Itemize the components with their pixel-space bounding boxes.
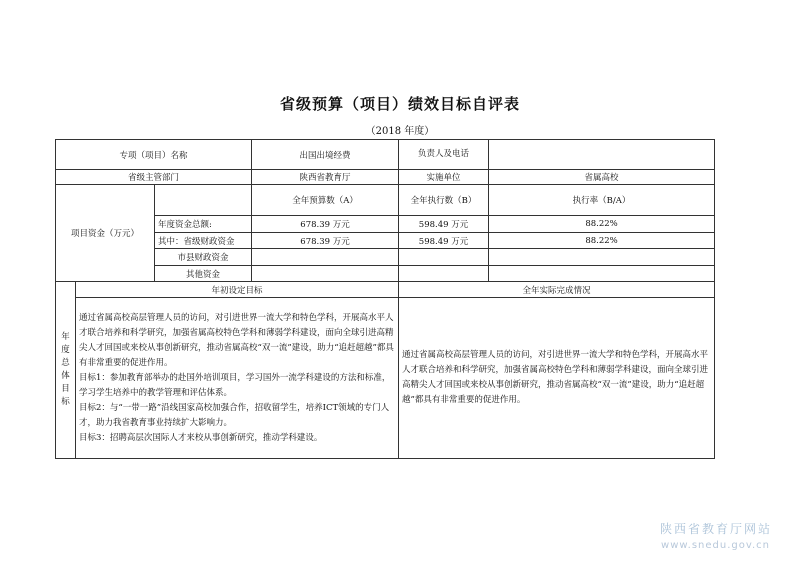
watermark-site-name: 陕西省教育厅网站 xyxy=(659,522,772,536)
other-exec xyxy=(399,266,489,282)
goal-actual-header: 全年实际完成情况 xyxy=(399,282,715,298)
goal-side-label: 年度总体目标 xyxy=(56,282,76,459)
impl-unit-value: 省属高校 xyxy=(489,170,715,185)
funds-label: 项目资金（万元） xyxy=(56,185,155,282)
other-budget xyxy=(252,266,399,282)
row-county-label: 市县财政资金 xyxy=(155,249,252,266)
prov-rate: 88.22% xyxy=(489,233,715,249)
total-exec: 598.49 万元 xyxy=(399,216,489,233)
goal-2: 目标2：与“一带一路”沿线国家高校加强合作，招收留学生，培养ICT领域的专门人才，助力我省教育事业持续扩大影响力。 xyxy=(79,402,390,428)
dept-value: 陕西省教育厅 xyxy=(252,170,399,185)
report-year: （2018 年度） xyxy=(365,126,435,137)
evaluation-table xyxy=(55,139,715,459)
total-budget: 678.39 万元 xyxy=(252,216,399,233)
col-exec-header: 全年执行数（B） xyxy=(399,185,489,216)
prov-budget: 678.39 万元 xyxy=(252,233,399,249)
county-rate xyxy=(489,249,715,266)
impl-unit-label: 实施单位 xyxy=(399,170,489,185)
prov-exec: 598.49 万元 xyxy=(399,233,489,249)
project-name-label: 专项（项目）名称 xyxy=(56,140,252,170)
goal-initial-header: 年初设定目标 xyxy=(76,282,399,298)
row-other-label: 其他资金 xyxy=(155,266,252,282)
header-blank xyxy=(155,185,252,216)
county-exec xyxy=(399,249,489,266)
county-budget xyxy=(252,249,399,266)
col-rate-header: 执行率（B/A） xyxy=(489,185,715,216)
col-budget-header: 全年预算数（A） xyxy=(252,185,399,216)
row-total-label: 年度资金总额: xyxy=(155,216,252,233)
goal-1: 目标1：参加教育部举办的赴国外培训项目，学习国外一流学科建设的方法和标准，学习学生培养中的教学管理和评估体系。 xyxy=(79,372,391,398)
watermark-url: www.snedu.gov.cn xyxy=(661,540,770,551)
dept-label: 省级主管部门 xyxy=(56,170,252,185)
goal-actual-content: 通过省属高校高层管理人员的访问，对引进世界一流大学和特色学科，开展高水平人才联合培养和科学研究，加强省属高校特色学科和薄弱学科建设，面向全球引进高精尖人才回国或来校从事创新研究，推动省属高校“双一流”建设，助力“追赶超越”都具有非常重要的促进作用。 xyxy=(399,298,715,459)
page-title: 省级预算（项目）绩效目标自评表 xyxy=(279,95,520,113)
project-name-value: 出国出境经费 xyxy=(252,140,399,170)
total-rate: 88.22% xyxy=(489,216,715,233)
row-prov-label: 其中：省级财政资金 xyxy=(155,233,252,249)
goal-3: 目标3：招聘高层次国际人才来校从事创新研究，推动学科建设。 xyxy=(79,432,323,443)
contact-label: 负责人及电话 xyxy=(399,140,489,170)
other-rate xyxy=(489,266,715,282)
goal-initial-content xyxy=(76,298,399,459)
contact-value xyxy=(489,140,715,170)
goal-initial-intro: 通过省属高校高层管理人员的访问，对引进世界一流大学和特色学科，开展高水平人才联合培养和科学研究，加强省属高校特色学科和薄弱学科建设，面向全球引进高精尖人才回国或来校从事创新研究，推动省属高校“双一流”建设，助力“追赶超越”都具有非常重要的促进作用。 xyxy=(79,312,394,368)
